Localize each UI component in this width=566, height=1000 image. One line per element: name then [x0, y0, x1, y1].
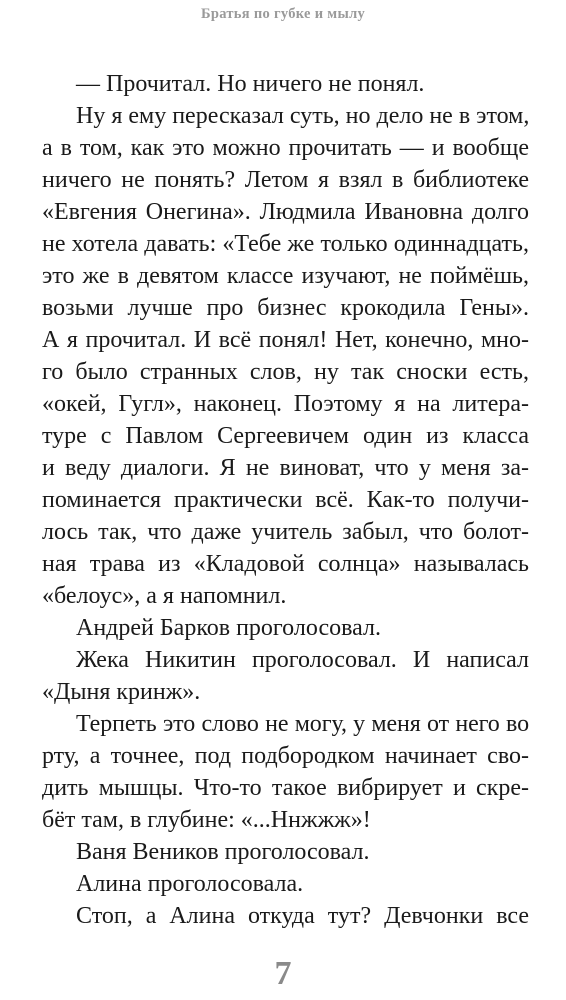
body-text	[42, 68, 529, 932]
text-line: Жека Никитин проголосовал. И написал	[76, 647, 529, 673]
text-line: «Дыня кринж».	[42, 679, 201, 705]
text-line: Андрей Барков проголосовал.	[76, 615, 381, 641]
text-line: дить мышцы. Что-то такое вибрирует и скре-	[42, 775, 529, 801]
text-line: «окей, Гугл», наконец. Поэтому я на литера-	[42, 391, 529, 417]
text-line: рту, а точнее, под подбородком начинает сво-	[42, 743, 529, 769]
text-line: возьми лучше про бизнес крокодила Гены».	[42, 295, 529, 321]
text-line: «Евгения Онегина». Людмила Ивановна долго	[42, 199, 529, 225]
running-head: Братья по губке и мылу	[200, 6, 366, 22]
text-line: ничего не понять? Летом я взял в библиотеке	[42, 167, 529, 193]
text-line: не хотела давать: «Тебе же только одиннадцать,	[42, 231, 529, 257]
text-line: Ну я ему пересказал суть, но дело не в этом,	[76, 103, 530, 129]
text-line: а в том, как это можно прочитать — и вообще	[42, 135, 529, 161]
text-line: туре с Павлом Сергеевичем один из класса	[42, 423, 529, 449]
text-line: — Прочитал. Но ничего не понял.	[76, 71, 425, 97]
text-line: Стоп, а Алина откуда тут? Девчонки все	[76, 903, 529, 929]
text-line: Ваня Веников проголосовал.	[76, 839, 370, 865]
text-line: бёт там, в глубине: «...Ннжжж»!	[42, 807, 371, 833]
page-number: 7	[274, 955, 292, 992]
text-line: поминается практически всё. Как-то получи-	[42, 487, 529, 513]
text-line: лось так, что даже учитель забыл, что болот-	[42, 519, 529, 545]
text-line: А я прочитал. И всё понял! Нет, конечно, мно-	[42, 327, 529, 353]
text-line: Алина проголосовала.	[76, 871, 304, 897]
text-line: Терпеть это слово не могу, у меня от него во	[76, 711, 529, 737]
text-line: «белоус», а я напомнил.	[42, 583, 287, 609]
text-line: ная трава из «Кладовой солнца» называлась	[42, 551, 529, 577]
text-line: го было странных слов, ну так сноски есть,	[42, 359, 529, 385]
text-line: и веду диалоги. Я не виноват, что у меня за-	[42, 455, 529, 481]
text-line: это же в девятом классе изучают, не поймёшь,	[42, 263, 529, 289]
